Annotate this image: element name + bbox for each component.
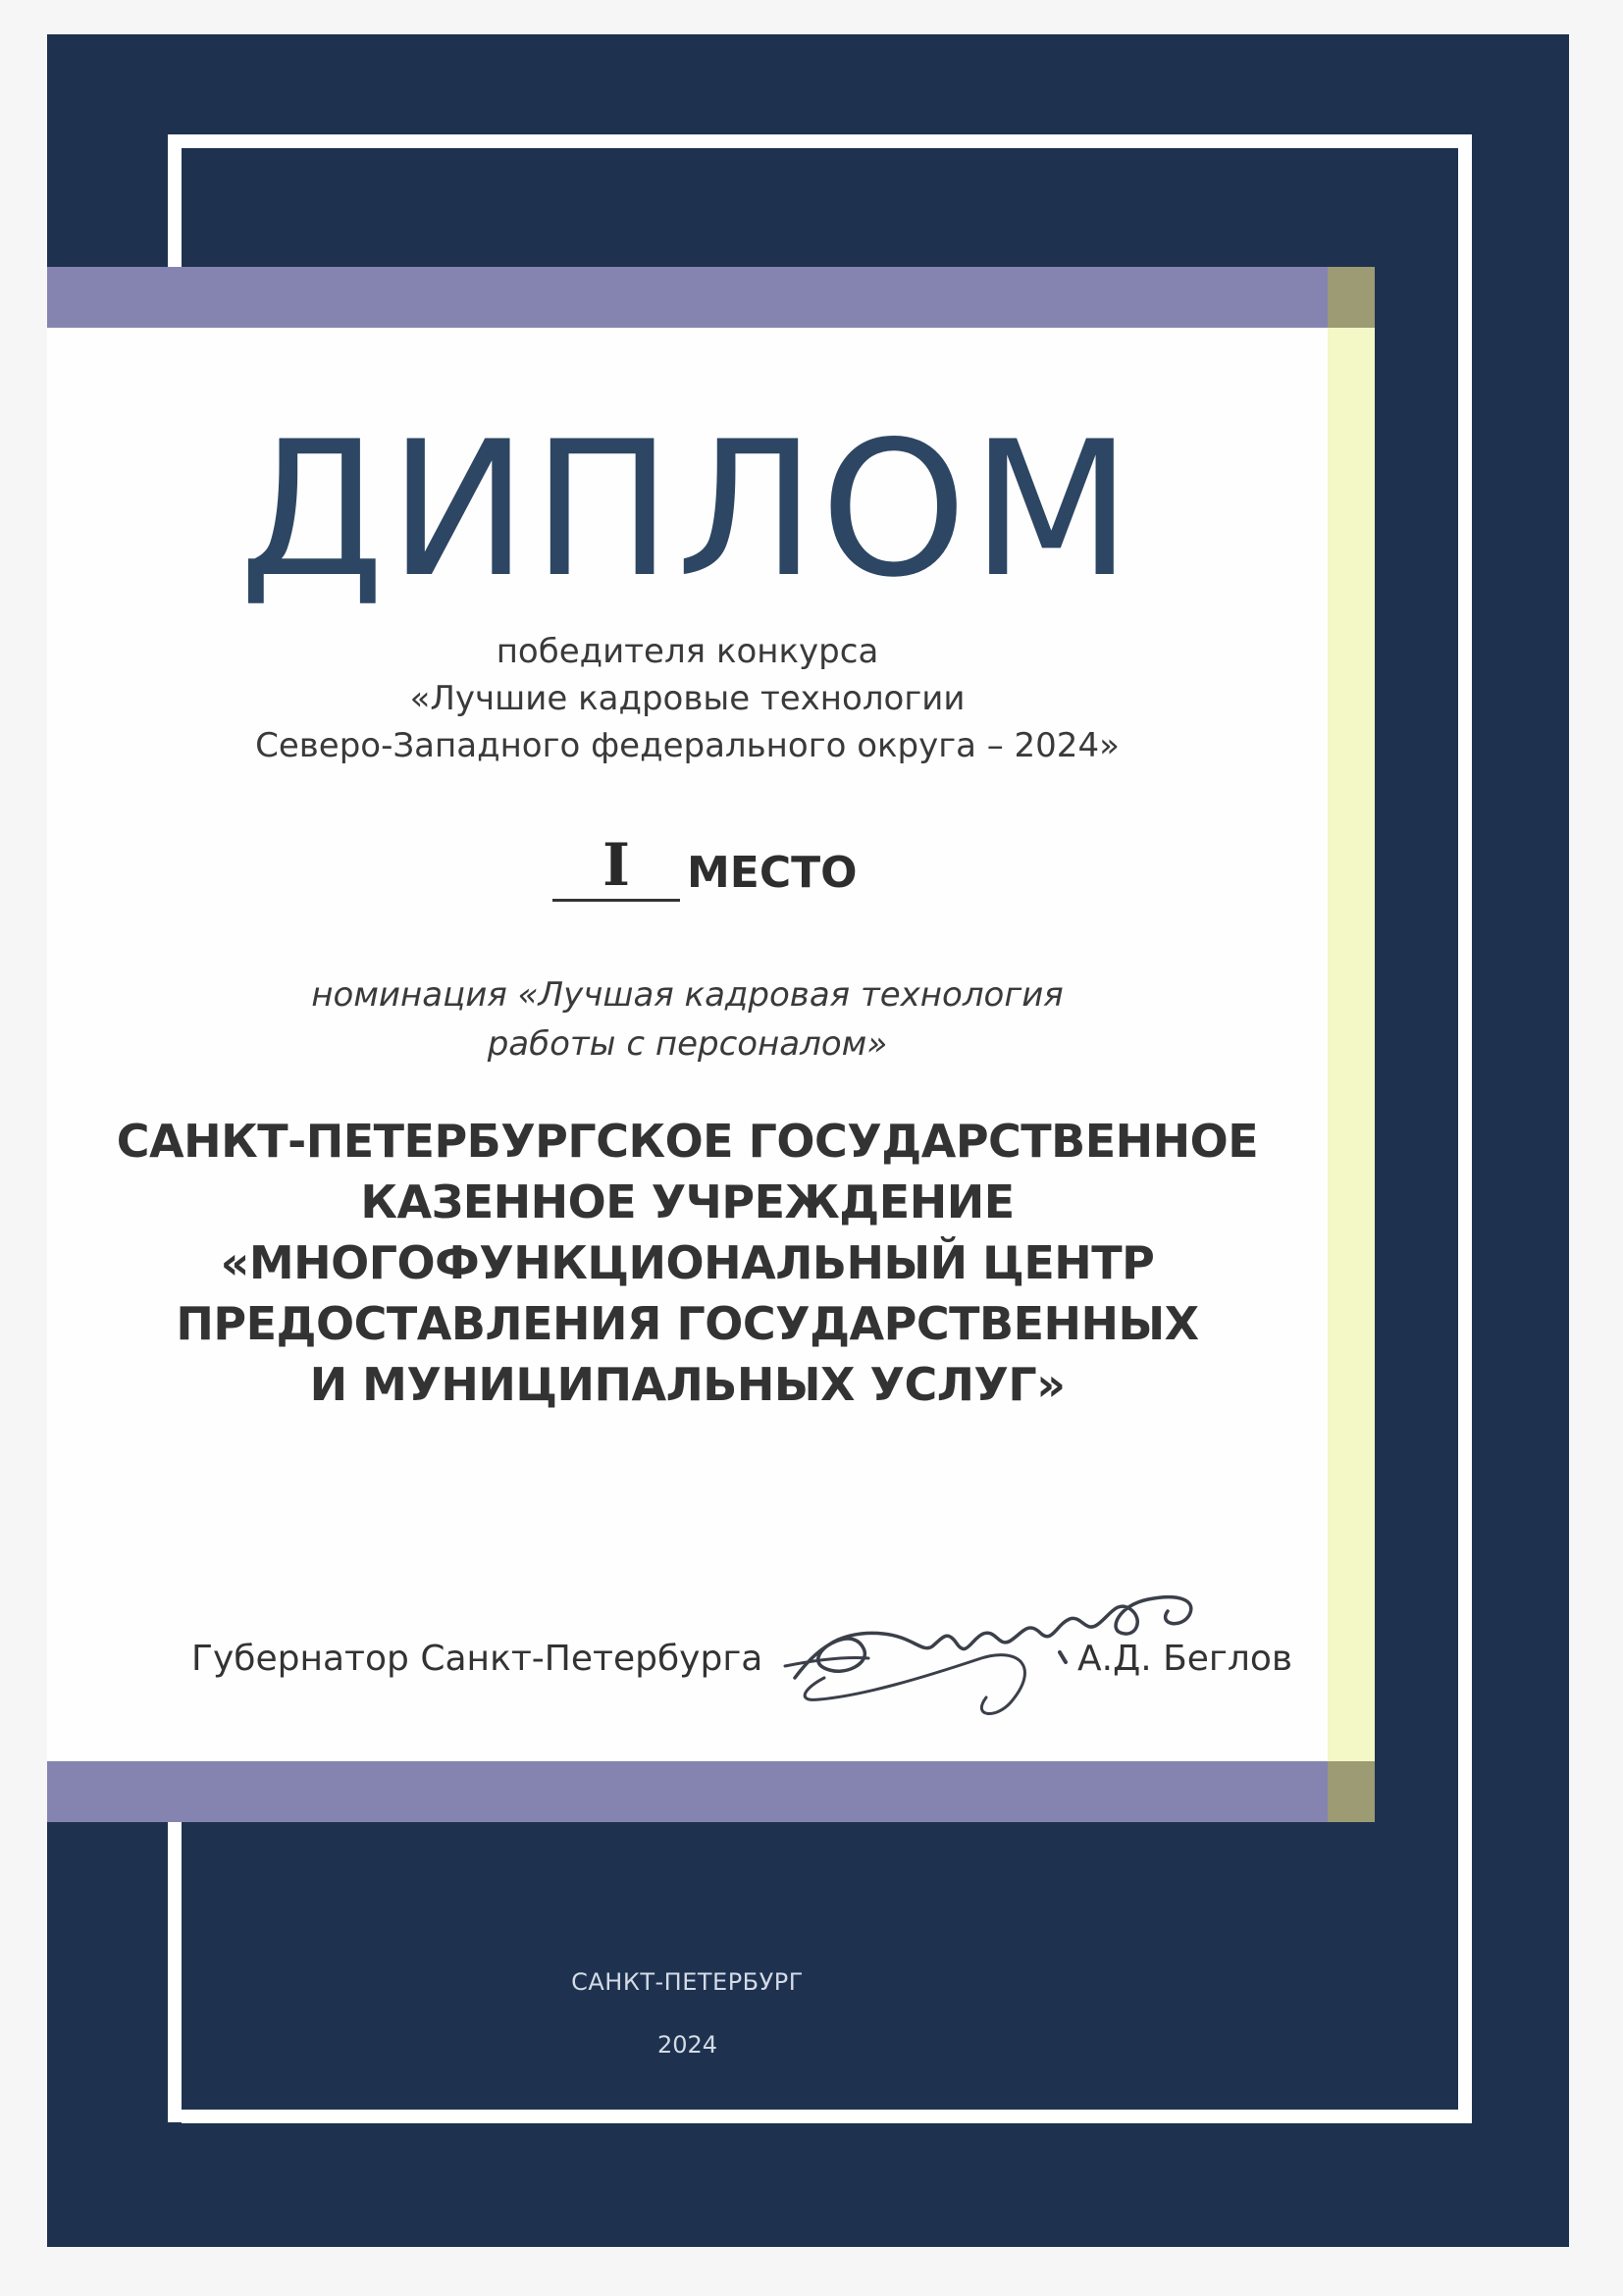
organization-line: И МУНИЦИПАЛЬНЫХ УСЛУГ» bbox=[309, 1358, 1066, 1411]
handwritten-signature bbox=[765, 1531, 1236, 1727]
olive-accent-bottom bbox=[1328, 1761, 1375, 1822]
city-footer: САНКТ-ПЕТЕРБУРГ bbox=[571, 1968, 804, 1996]
nomination-line: номинация «Лучшая кадровая технология bbox=[311, 975, 1064, 1015]
contest-line: победителя конкурса bbox=[496, 632, 879, 671]
lavender-band-top bbox=[47, 267, 1328, 328]
organization-line: «МНОГОФУНКЦИОНАЛЬНЫЙ ЦЕНТР bbox=[220, 1236, 1155, 1289]
year-footer: 2024 bbox=[656, 2031, 718, 2059]
governor-name: А.Д. Беглов bbox=[1077, 1639, 1293, 1679]
place-label: МЕСТО bbox=[687, 848, 858, 898]
place-row bbox=[47, 832, 1328, 911]
contest-line: «Лучшие кадровые технологии bbox=[409, 679, 966, 718]
frame-white-line bbox=[182, 134, 1472, 148]
contest-line: Северо-Западного федерального округа – 2024» bbox=[255, 726, 1120, 765]
organization-line: ПРЕДОСТАВЛЕНИЯ ГОСУДАРСТВЕННЫХ bbox=[176, 1297, 1199, 1350]
governor-title: Губернатор Санкт-Петербурга bbox=[191, 1639, 763, 1679]
organization-line: КАЗЕННОЕ УЧРЕЖДЕНИЕ bbox=[360, 1175, 1015, 1228]
frame-white-line bbox=[182, 2110, 1472, 2123]
lavender-band-bottom bbox=[47, 1761, 1328, 1822]
yellow-accent-strip bbox=[1328, 328, 1375, 1761]
place-number: I bbox=[552, 832, 680, 902]
frame-white-line bbox=[1458, 134, 1472, 2122]
diploma-title: ДИПЛОМ bbox=[238, 401, 1136, 618]
nomination-line: работы с персоналом» bbox=[487, 1024, 888, 1064]
organization-line: САНКТ-ПЕТЕРБУРГСКОЕ ГОСУДАРСТВЕННОЕ bbox=[116, 1115, 1259, 1168]
olive-accent-top bbox=[1328, 267, 1375, 328]
